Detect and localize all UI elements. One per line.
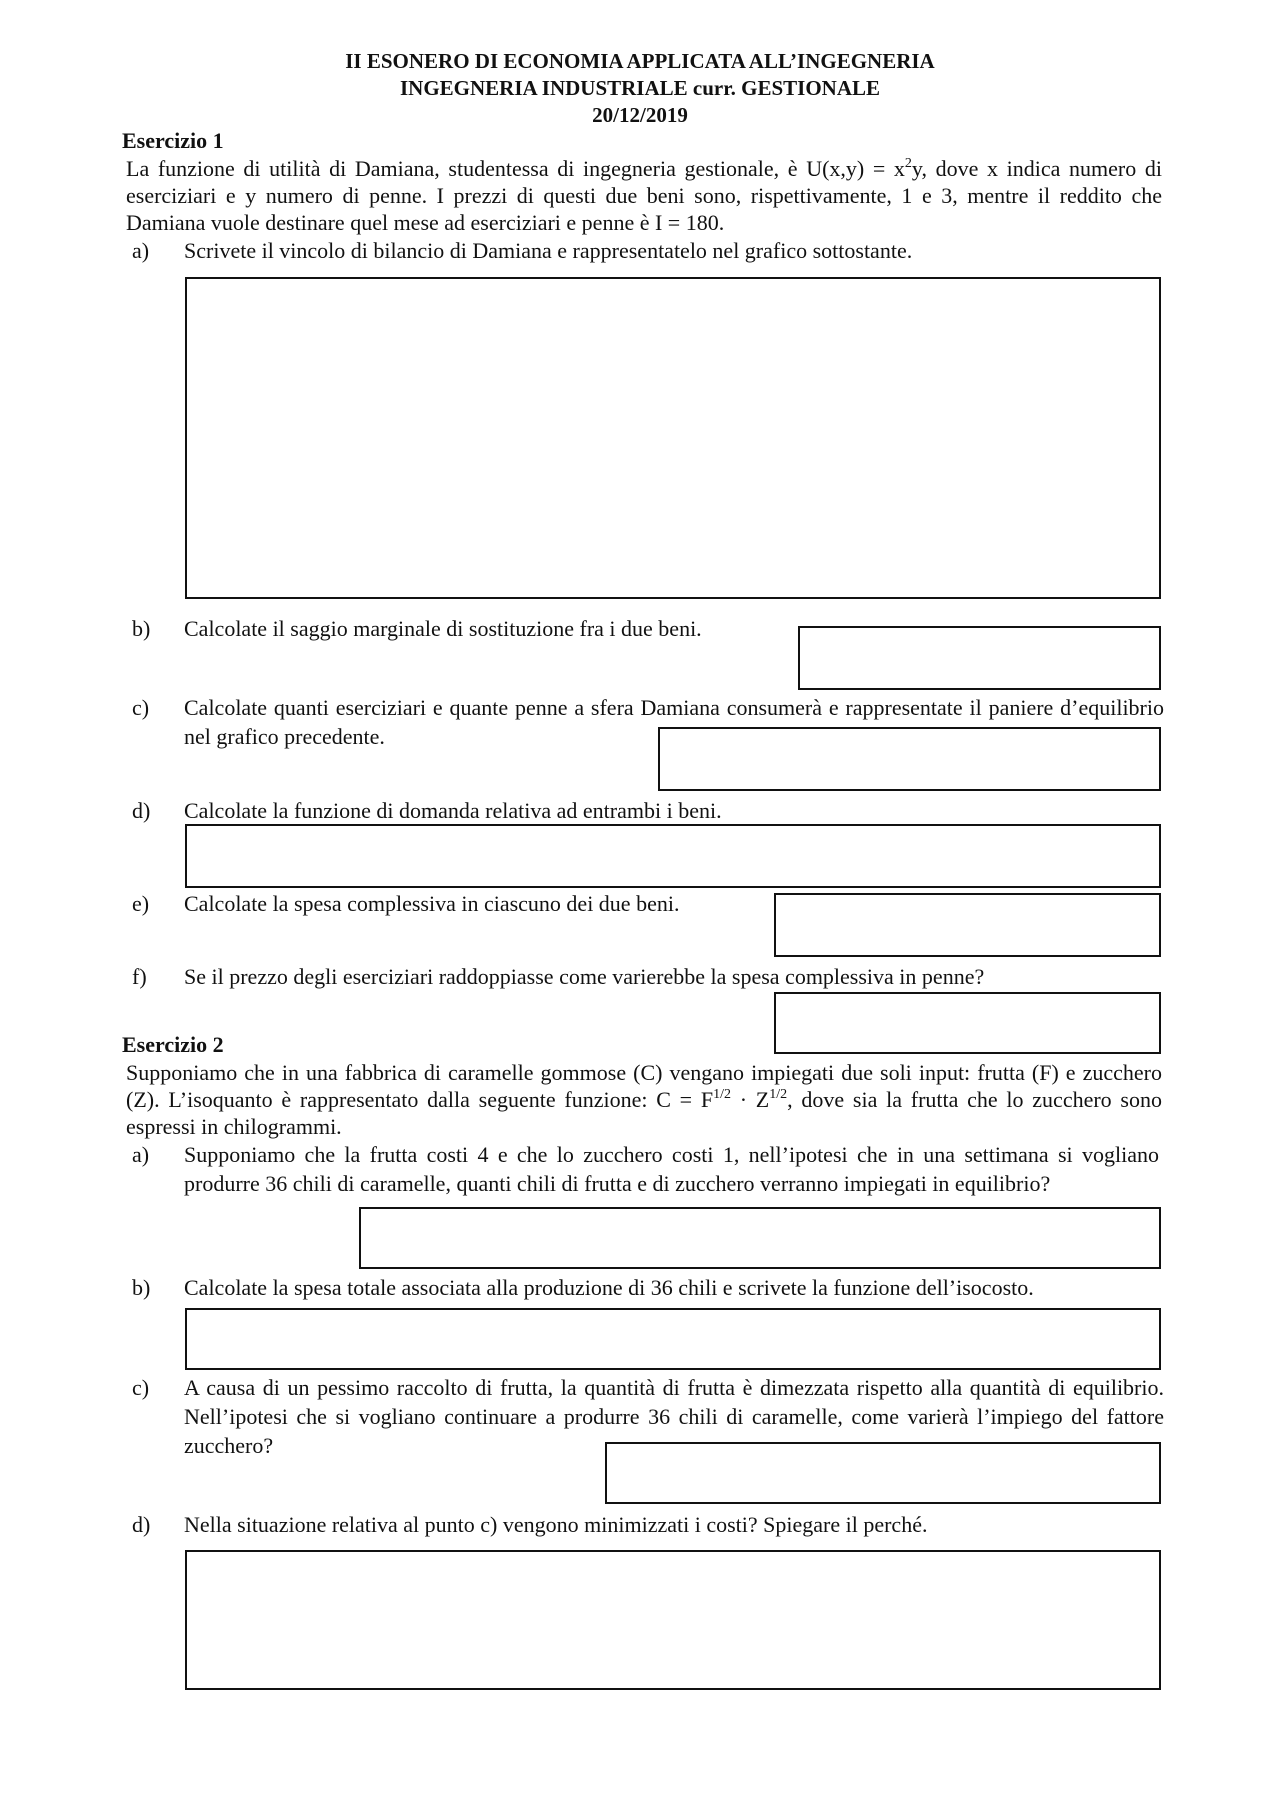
question-text: A causa di un pessimo raccolto di frutta, la quantità di frutta è dimezzata rispetto alla quantità di equilibrio. Nell’ipotesi che si vogliano continuare a produrre 36 chili di caramelle, come varierà l’impiego del fattore zucchero?: [184, 1375, 1164, 1458]
ex2-answer-a-box[interactable]: [359, 1207, 1161, 1269]
question-label: b): [132, 1275, 151, 1300]
question-text: Supponiamo che la frutta costi 4 e che lo zucchero costi 1, nell’ipotesi che in una settimana si vogliano produrre 36 chili di caramelle, quanti chili di frutta e di zucchero verranno impiegati in equilibrio?: [184, 1142, 1159, 1196]
header-line-2: INGEGNERIA INDUSTRIALE curr. GESTIONALE: [400, 76, 880, 100]
question-label: c): [132, 695, 150, 720]
exercise-1-title: Esercizio 1: [122, 128, 224, 153]
exercise-2-intro-sup-1: 1/2: [713, 1087, 731, 1102]
question-label: e): [132, 891, 150, 916]
ex1-answer-f-box[interactable]: [774, 992, 1161, 1054]
ex1-answer-b-box[interactable]: [798, 626, 1161, 690]
exercise-2-intro-part2: , dove sia la frutta che lo zucchero sono espressi in chilogrammi.: [126, 1087, 1162, 1139]
exercise-2-intro-part1: Supponiamo che in una fabbrica di caramelle gommose (C) vengano impiegati due soli input: frutta (F) e zucchero (Z). L’isoquanto è rappresentato dalla seguente funzione: C = F: [126, 1060, 1162, 1112]
question-text: Se il prezzo degli eserciziari raddoppiasse come varierebbe la spesa complessiva in penne?: [184, 964, 985, 989]
exercise-2-intro-sup-2: 1/2: [769, 1087, 788, 1102]
question-label: d): [132, 1512, 151, 1537]
question-label: a): [132, 238, 150, 263]
exercise-2-title: Esercizio 2: [122, 1032, 224, 1057]
exercise-2-intro-mid: · Z: [730, 1087, 770, 1112]
question-text: Calcolate la funzione di domanda relativa ad entrambi i beni.: [184, 798, 722, 823]
question-label: f): [132, 964, 147, 989]
header-line-1: II ESONERO DI ECONOMIA APPLICATA ALL’INGEGNERIA: [345, 49, 935, 73]
ex1-answer-c-box[interactable]: [658, 727, 1161, 791]
exercise-1-intro-part1: La funzione di utilità di Damiana, studentessa di ingegneria gestionale, è U(x,y) = x: [126, 156, 905, 181]
ex1-answer-d-box[interactable]: [185, 824, 1161, 888]
ex1-answer-e-box[interactable]: [774, 893, 1161, 957]
ex2-answer-d-box[interactable]: [185, 1550, 1161, 1690]
question-label: d): [132, 798, 151, 823]
question-text: Calcolate la spesa complessiva in ciascuno dei due beni.: [184, 891, 680, 916]
question-label: c): [132, 1375, 150, 1400]
question-label: b): [132, 616, 151, 641]
exercise-1-intro: [126, 155, 1162, 236]
exercise-2-intro: [126, 1059, 1162, 1140]
question-text: Calcolate quanti eserciziari e quante penne a sfera Damiana consumerà e rappresentate il paniere d’equilibrio nel grafico precedente.: [184, 695, 1164, 749]
header-date: 20/12/2019: [592, 103, 688, 127]
question-text: Nella situazione relativa al punto c) vengono minimizzati i costi? Spiegare il perché.: [184, 1512, 928, 1537]
ex1-answer-a-graph-box[interactable]: [185, 277, 1161, 599]
exercise-1-intro-part2: y, dove x indica numero di eserciziari e y numero di penne. I prezzi di questi due beni sono, rispettivamente, 1 e 3, mentre il reddito che Damiana vuole destinare quel mese ad eserciziari e penne è I = 180.: [126, 156, 1162, 235]
question-label: a): [132, 1142, 150, 1167]
exercise-1-intro-superscript: 2: [904, 156, 912, 171]
question-text: Calcolate il saggio marginale di sostituzione fra i due beni.: [184, 616, 702, 641]
question-text: Calcolate la spesa totale associata alla produzione di 36 chili e scrivete la funzione dell’isocosto.: [184, 1275, 1034, 1300]
ex2-answer-b-box[interactable]: [185, 1308, 1161, 1370]
question-text: Scrivete il vincolo di bilancio di Damiana e rappresentatelo nel grafico sottostante.: [184, 238, 913, 263]
ex2-answer-c-box[interactable]: [605, 1442, 1161, 1504]
